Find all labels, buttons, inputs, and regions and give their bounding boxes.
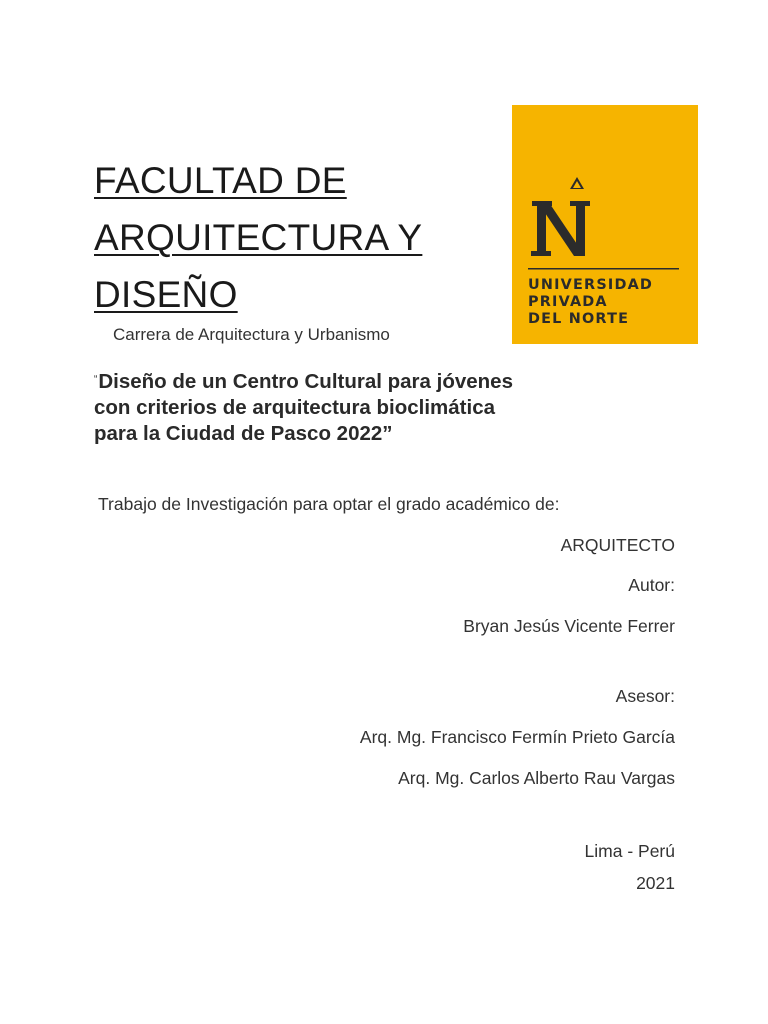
- thesis-title-line-3: para la Ciudad de Pasco 2022”: [94, 422, 393, 445]
- faculty-title-line-2: ARQUITECTURA Y: [94, 217, 423, 258]
- degree: ARQUITECTO: [560, 535, 675, 555]
- author-name: Bryan Jesús Vicente Ferrer: [463, 616, 675, 636]
- thesis-title-line-2: con criterios de arquitectura bioclimática: [94, 396, 496, 419]
- place: Lima - Perú: [584, 841, 675, 861]
- thesis-title: [94, 367, 594, 447]
- logo-text-line-1: UNIVERSIDAD: [528, 277, 654, 293]
- career-name: Carrera de Arquitectura y Urbanismo: [113, 325, 390, 344]
- logo-text-line-3: DEL NORTE: [528, 311, 630, 327]
- logo-text-line-2: PRIVADA: [528, 294, 608, 310]
- research-purpose: Trabajo de Investigación para optar el grado académico de:: [98, 494, 560, 514]
- advisor-name-1: Arq. Mg. Francisco Fermín Prieto García: [359, 727, 675, 747]
- faculty-title: [94, 152, 494, 323]
- faculty-title-line-1: FACULTAD DE: [94, 160, 347, 201]
- advisor-name-2: Arq. Mg. Carlos Alberto Rau Vargas: [398, 768, 675, 788]
- author-label: Autor:: [628, 575, 675, 595]
- thesis-open-quote: “: [94, 374, 98, 385]
- faculty-title-line-3: DISEÑO: [94, 274, 238, 315]
- university-logo: [512, 105, 698, 344]
- logo-text: [528, 277, 653, 328]
- thesis-title-line-1-text: Diseño de un Centro Cultural para jóvenes: [98, 370, 513, 393]
- year: 2021: [636, 873, 675, 893]
- advisor-label: Asesor:: [615, 686, 675, 706]
- thesis-title-line-1: [94, 367, 594, 395]
